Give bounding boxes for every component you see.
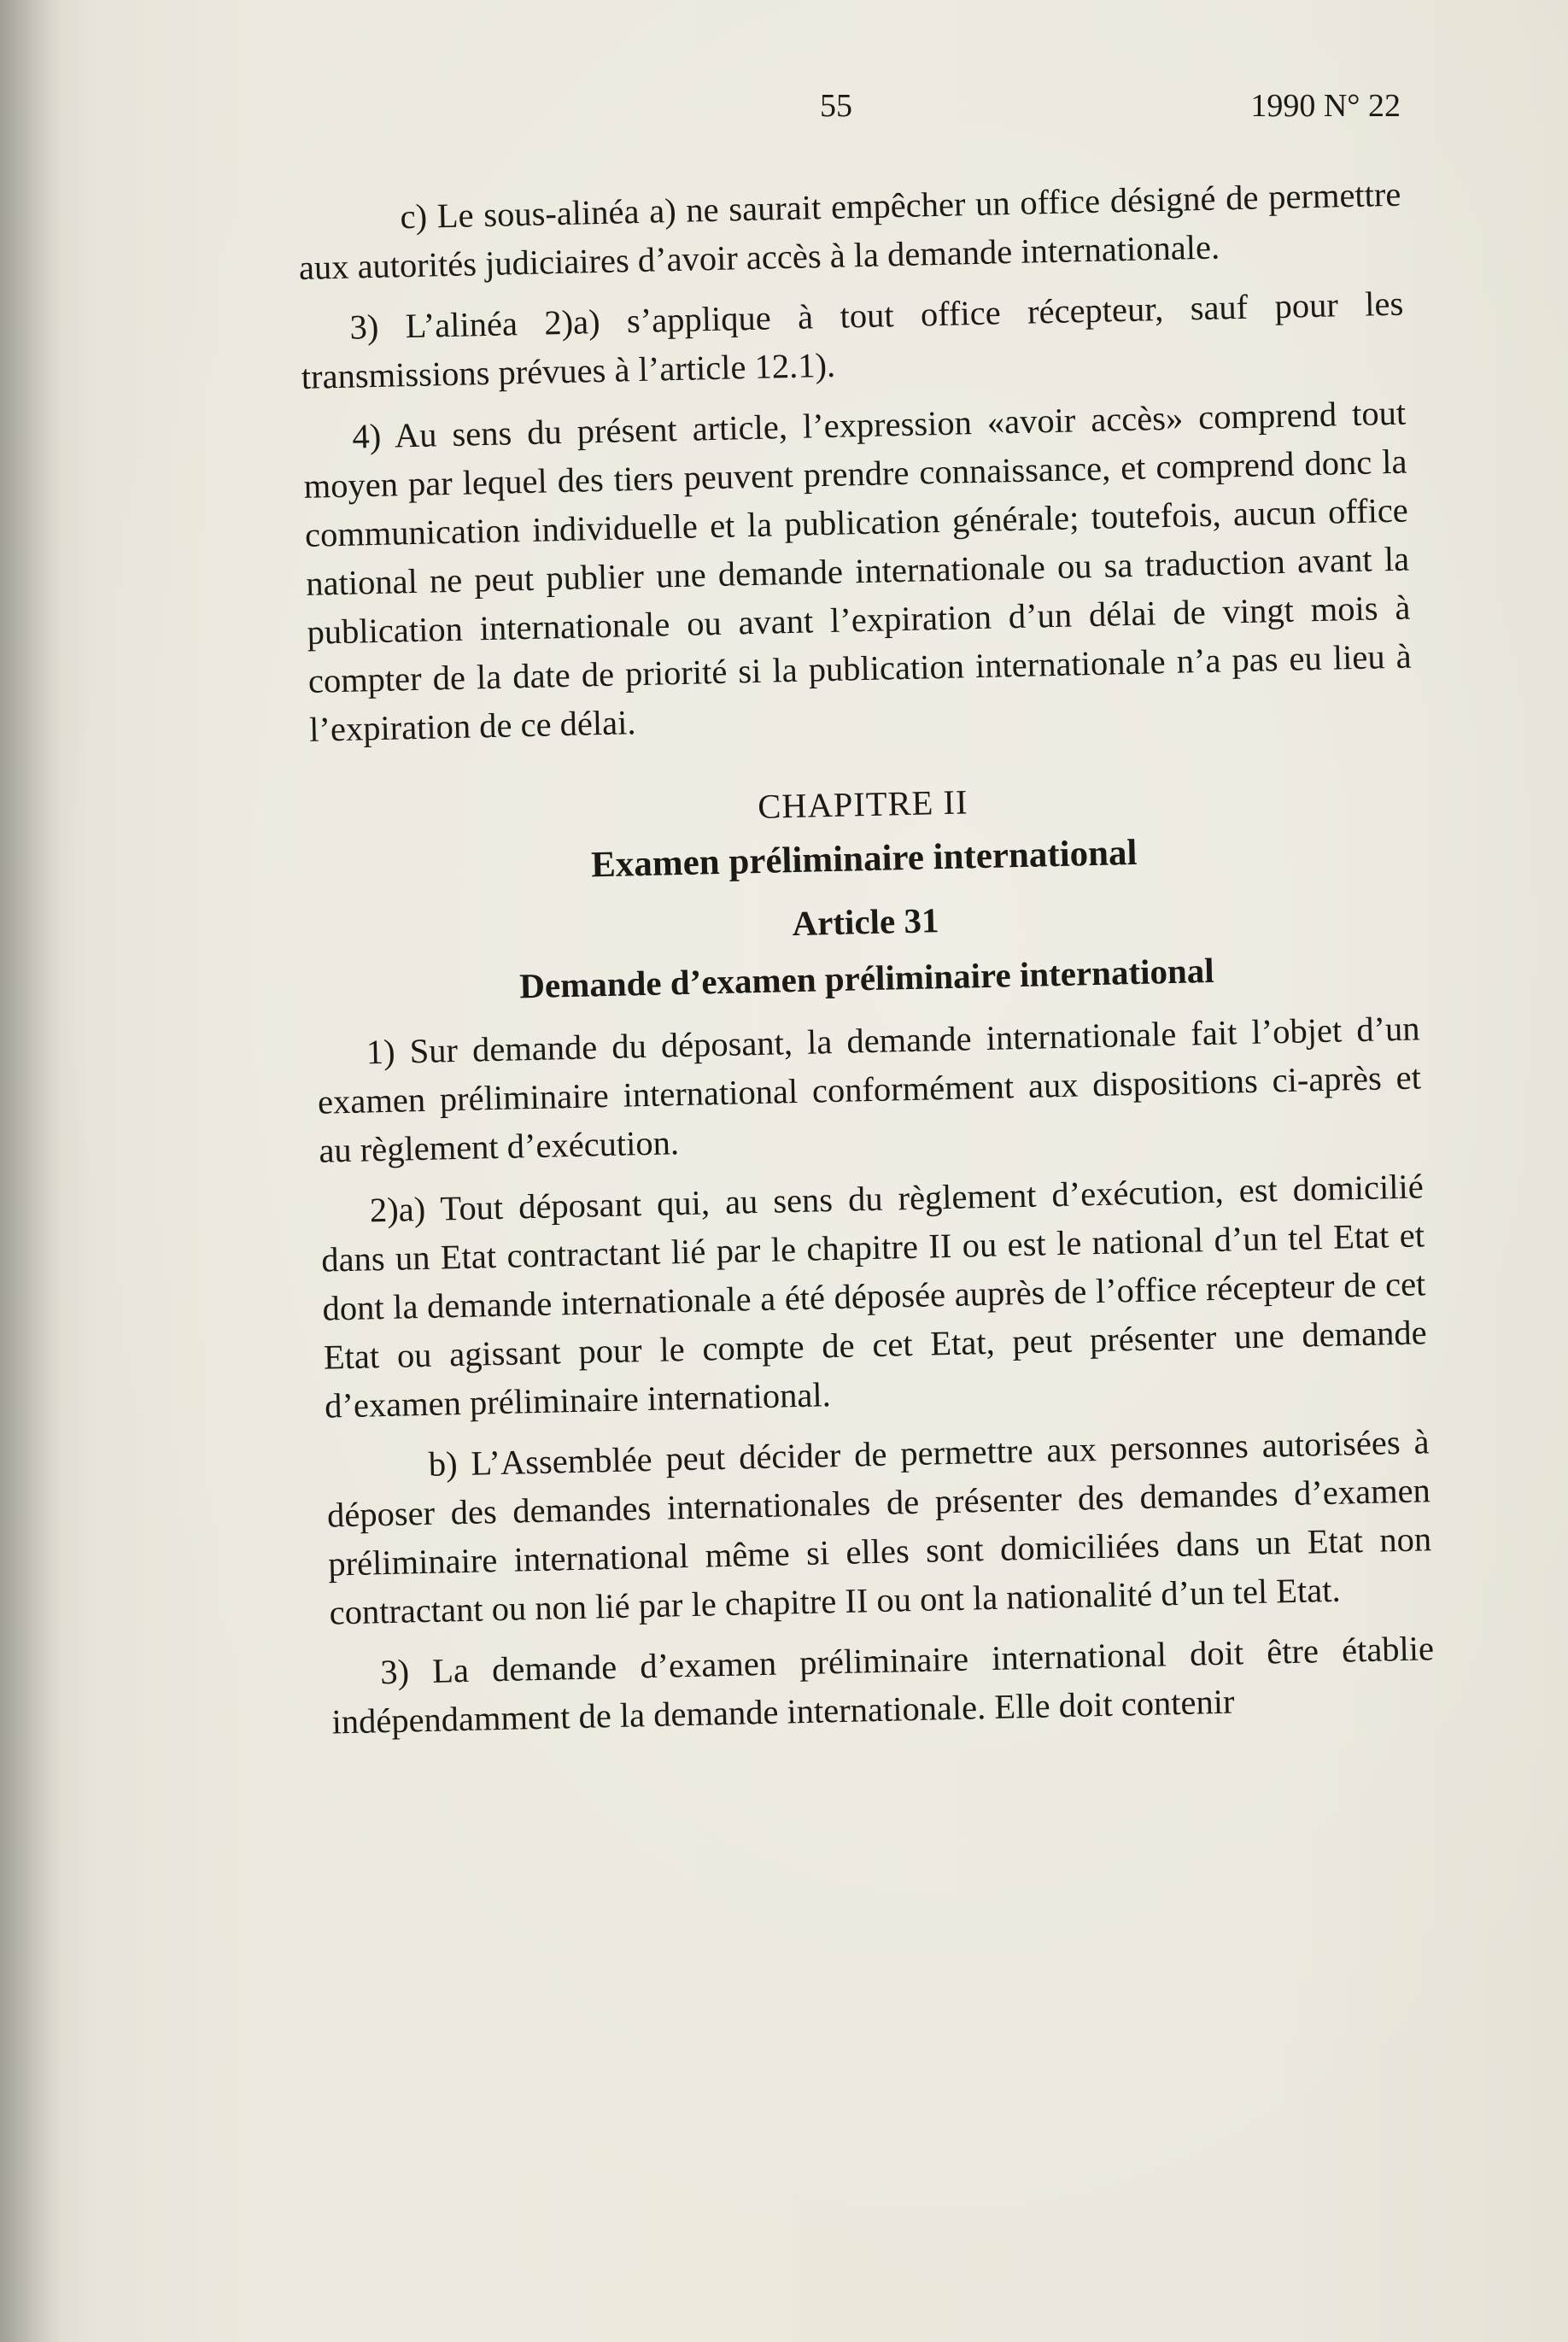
- paragraph-3: 3) L’alinéa 2)a) s’applique à tout office récepteur, sauf pour les transmissions prévues à l’article 12.1).: [301, 284, 1404, 396]
- paragraph-2c: c) Le sous-alinéa a) ne saurait empêcher un office désigné de permettre aux autorités judiciaires d’avoir accès à la demande internationale.: [298, 174, 1401, 287]
- paragraph-4: 4) Au sens du présent article, l’expression «avoir accès» comprend tout moyen par lequel des tiers peuvent prendre connaissance, et comprend donc la communication individuelle et la publication générale; toutefois, aucun office national ne peut publier une demande internationale ou sa traduction avant la publication internationale ou avant l’expiration d’un délai de vingt mois à compter de la date de priorité si la publication internationale n’a pas eu lieu à l’expiration de ce délai.: [303, 393, 1413, 749]
- page-header: [290, 87, 1401, 138]
- article-number: Article 31: [792, 900, 939, 944]
- chapter-label: CHAPITRE II: [757, 782, 968, 826]
- body-text: [297, 170, 1436, 1759]
- chapter-title: Examen préliminaire international: [590, 832, 1138, 886]
- article-paragraph-2a: 2)a) Tout déposant qui, au sens du règlement d’exécution, est domicilié dans un Etat contractant lié par le chapitre II ou est le national d’un tel Etat et dont la demande internationale a été déposée auprès de l’office récepteur de cet Etat ou agissant pour le compte de cet Etat, peut présenter une demande d’examen préliminaire international.: [320, 1167, 1428, 1426]
- article-paragraph-3: 3) La demande d’examen préliminaire international doit être établie indépendamment de la demande internationale. Elle doit contenir: [331, 1629, 1435, 1742]
- binding-shadow: [0, 0, 60, 2342]
- publication-number: 1990 N° 22: [1250, 88, 1401, 124]
- article-paragraph-2b: b) L’Assemblée peut décider de permettre aux personnes autorisées à déposer des demandes internationales de présenter des demandes d’examen préliminaire international même si elles sont domiciliées dans un Etat non contractant ou non lié par le chapitre II ou ont la nationalité d’un tel Etat.: [326, 1422, 1432, 1632]
- article-title: Demande d’examen préliminaire international: [518, 950, 1215, 1006]
- page-number: 55: [820, 88, 852, 124]
- article-paragraph-1: 1) Sur demande du déposant, la demande internationale fait l’objet d’un examen préliminaire international conformément aux dispositions ci-après et au règlement d’exécution.: [317, 1009, 1422, 1170]
